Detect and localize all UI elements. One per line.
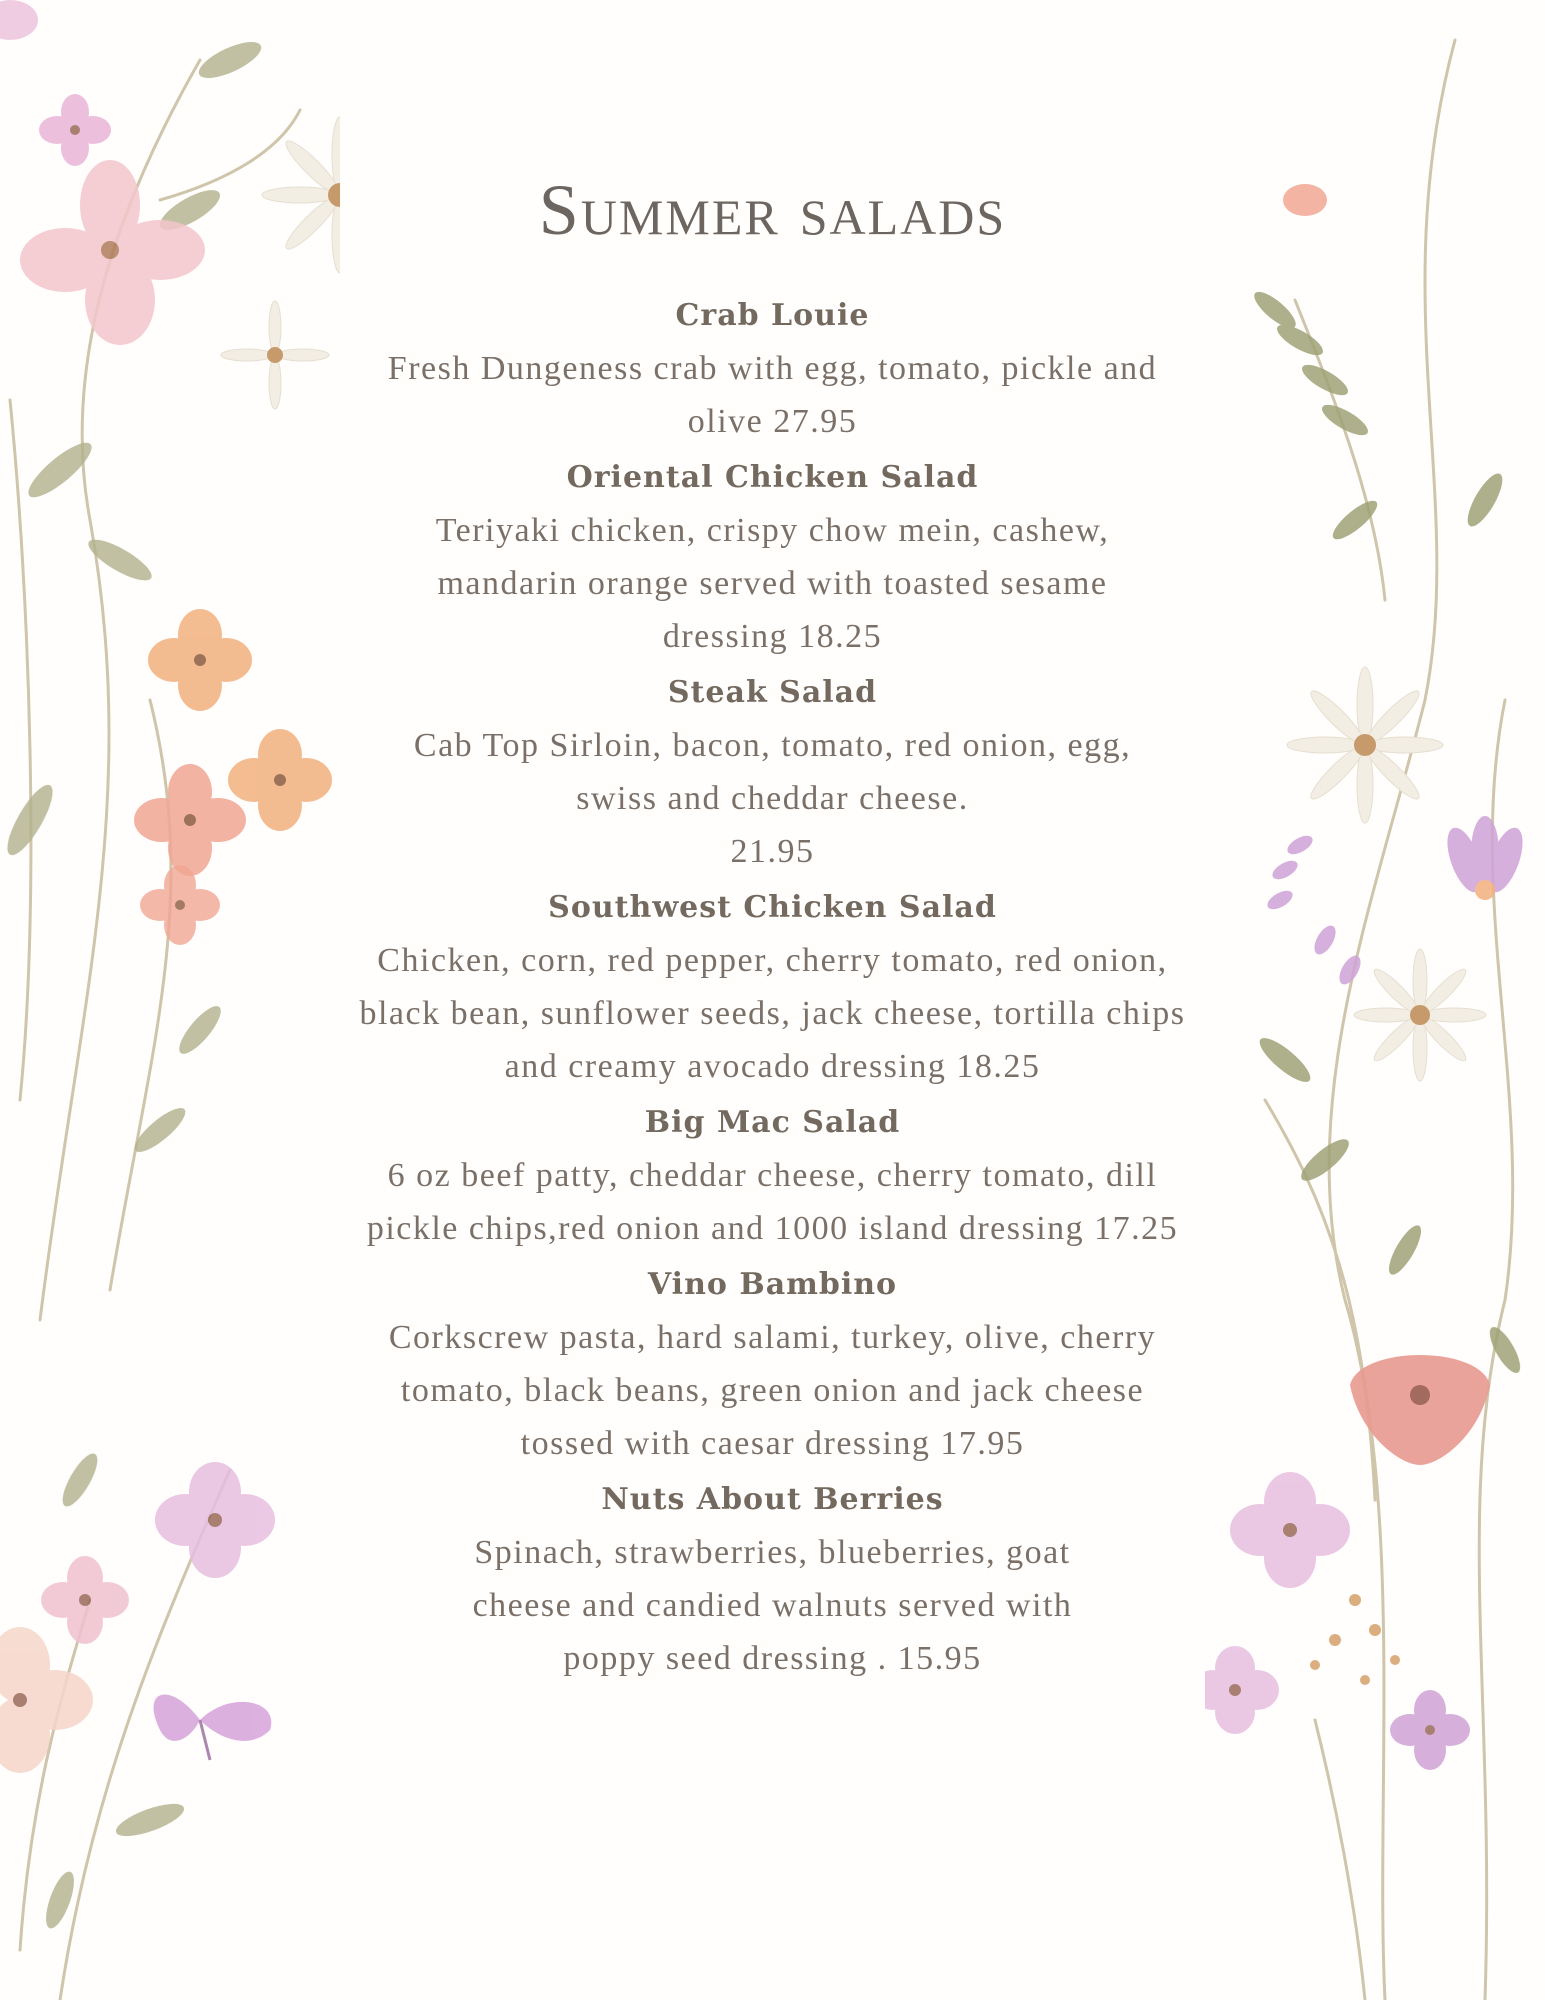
menu-item-name: Crab Louie: [675, 298, 870, 333]
menu-item-description: Chicken, corn, red pepper, cherry tomato, red onion, black bean, sunflower seeds, jack cheese, tortilla chips and creamy avocado dressing 18.25: [359, 942, 1186, 1085]
menu-item-name: Big Mac Salad: [644, 1105, 901, 1140]
menu-title: Summer salads: [538, 170, 1007, 250]
menu-item-name: Oriental Chicken Salad: [566, 460, 979, 495]
right-floral-illustration: [1205, 0, 1545, 2000]
butterfly-icon: [154, 1695, 272, 1760]
menu-item-description: Teriyaki chicken, crispy chow mein, cashew, mandarin orange served with toasted sesame dressing 18.25: [435, 512, 1110, 655]
menu-item: [300, 1096, 1245, 1255]
menu-item: [300, 1473, 1245, 1685]
menu-item-description: Spinach, strawberries, blueberries, goat cheese and candied walnuts served with poppy seed dressing . 15.95: [472, 1534, 1073, 1677]
left-floral-illustration: [0, 0, 340, 2000]
menu-item-description: 6 oz beef patty, cheddar cheese, cherry tomato, dill pickle chips,red onion and 1000 island dressing 17.25: [366, 1157, 1179, 1247]
menu-item-name: Steak Salad: [667, 675, 878, 710]
menu-item: [300, 666, 1245, 878]
menu-item-description: Cab Top Sirloin, bacon, tomato, red onion, egg, swiss and cheddar cheese. 21.95: [413, 727, 1132, 870]
flower-icon: [1264, 816, 1529, 988]
menu-item-name: Nuts About Berries: [601, 1482, 944, 1517]
menu-item-name: Southwest Chicken Salad: [548, 890, 997, 925]
menu-item: [300, 289, 1245, 448]
flower-icon: [0, 0, 205, 345]
menu-item: [300, 881, 1245, 1093]
menu-item: [300, 451, 1245, 663]
menu-content: [300, 165, 1245, 1688]
menu-item: [300, 1258, 1245, 1470]
menu-item-name: Vino Bambino: [647, 1267, 898, 1302]
menu-item-description: Fresh Dungeness crab with egg, tomato, pickle and olive 27.95: [387, 350, 1158, 440]
menu-item-description: Corkscrew pasta, hard salami, turkey, olive, cherry tomato, black beans, green onion and jack cheese tossed with caesar dressing 17.95: [388, 1319, 1157, 1462]
